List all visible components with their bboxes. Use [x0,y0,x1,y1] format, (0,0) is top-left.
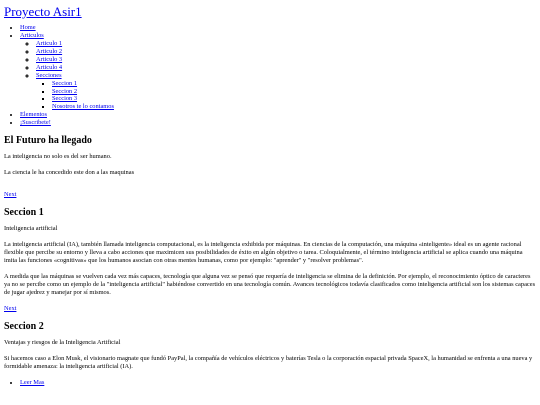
seccion-2-title: Seccion 2 [4,321,44,333]
nav-item-home [20,24,536,32]
seccion-1-next-link[interactable]: Next [4,305,17,313]
nav-link-suscribete[interactable]: ¡Suscribete! [20,119,51,127]
nav-link-secciones[interactable]: Secciones [36,71,62,79]
seccion-2 [4,321,536,387]
articulos-submenu [20,40,536,111]
page-title [4,5,536,19]
seccion-1 [4,207,536,313]
seccion-2-paragraph-1: Si hacemos caso a Elon Musk, el visionario magnate que fundó PayPal, la compañía de vehículos eléctricos y baterías Tesla o la corporación espacial privada SpaceX, la humanidad se enfrenta a una nueva y formidable amenaza: la inteligencia artificial (IA). [4,355,533,371]
hero-section [4,135,536,199]
seccion-1-subtitle: Inteligencia artificial [4,225,58,233]
hero-line-1: La inteligencia no solo es del ser humano. [4,153,112,161]
hero-title: El Futuro ha llegado [4,135,92,147]
seccion-1-paragraph-1: La inteligencia artificial (IA), también llamada inteligencia computacional, es la inteligencia exhibida por máquinas. En ciencias de la computación, una máquina «inteligente» ideal es un agente racional flexible que percibe su entorno y lleva a cabo acciones que maximicen sus posibilidades de éxito en algún objetivo o tarea. Coloquialmente, el término inteligencia artificial se aplica cuando una máquina imita las funciones «cognitivas» que los humanos asocian con otras mentes humanas, como por ejemplo: "aprender" y "resolver problemas". [4,241,523,265]
read-more-link[interactable]: Leer Mas [20,379,45,387]
nav-item-articulo-2 [36,48,536,56]
secciones-submenu [36,80,536,112]
nav-link-seccion-3[interactable]: Seccion 3 [52,95,78,103]
nav-item-articulo-4 [36,64,536,72]
site-title-link[interactable]: Proyecto Asir1 [4,4,82,19]
nav-item-elementos [20,111,536,119]
nav-item-nosotros [52,103,536,111]
seccion-1-paragraph-2: A medida que las máquinas se vuelven cada vez más capaces, tecnología que alguna vez se pensó que requería de inteligencia se elimina de la definición. Por ejemplo, el reconocimiento óptico de caracteres ya no se percibe como un ejemplo de la "inteligencia artificial" habiéndose convertido en una tecnología común. Avances tecnológicos todavía clasificados como inteligencia artificial son los sistemas capaces de jugar ajedrez y manejar por sí mismos. [4,273,536,297]
hero-line-2: La ciencia le ha concedido este don a las maquinas [4,169,135,177]
nav-item-articulo-3 [36,56,536,64]
seccion-2-readmore-list [4,379,536,387]
nav-link-articulo-4[interactable]: Articulo 4 [36,63,63,71]
nav-item-articulos [20,32,536,111]
nav-link-nosotros[interactable]: Nosotros te lo contamos [52,103,114,111]
nav-link-articulo-2[interactable]: Articulo 2 [36,48,63,56]
nav-item-suscribete [20,119,536,127]
nav-item-seccion-1 [52,80,536,88]
nav-link-articulo-3[interactable]: Articulo 3 [36,55,63,63]
readmore-item [20,379,536,387]
hero-next-link[interactable]: Next [4,191,17,199]
main-nav [4,24,536,127]
nav-link-articulos[interactable]: Articulos [20,32,44,40]
nav-item-secciones [36,72,536,112]
nav-link-seccion-1[interactable]: Seccion 1 [52,79,78,87]
nav-link-seccion-2[interactable]: Seccion 2 [52,87,78,95]
seccion-2-subtitle: Ventajas y riesgos de la Inteligencia Artificial [4,339,121,347]
nav-link-articulo-1[interactable]: Articulo 1 [36,40,63,48]
seccion-1-title: Seccion 1 [4,207,44,219]
nav-item-seccion-2 [52,88,536,96]
nav-link-elementos[interactable]: Elementos [20,111,47,119]
nav-link-home[interactable]: Home [20,24,36,32]
nav-item-articulo-1 [36,40,536,48]
nav-item-seccion-3 [52,95,536,103]
